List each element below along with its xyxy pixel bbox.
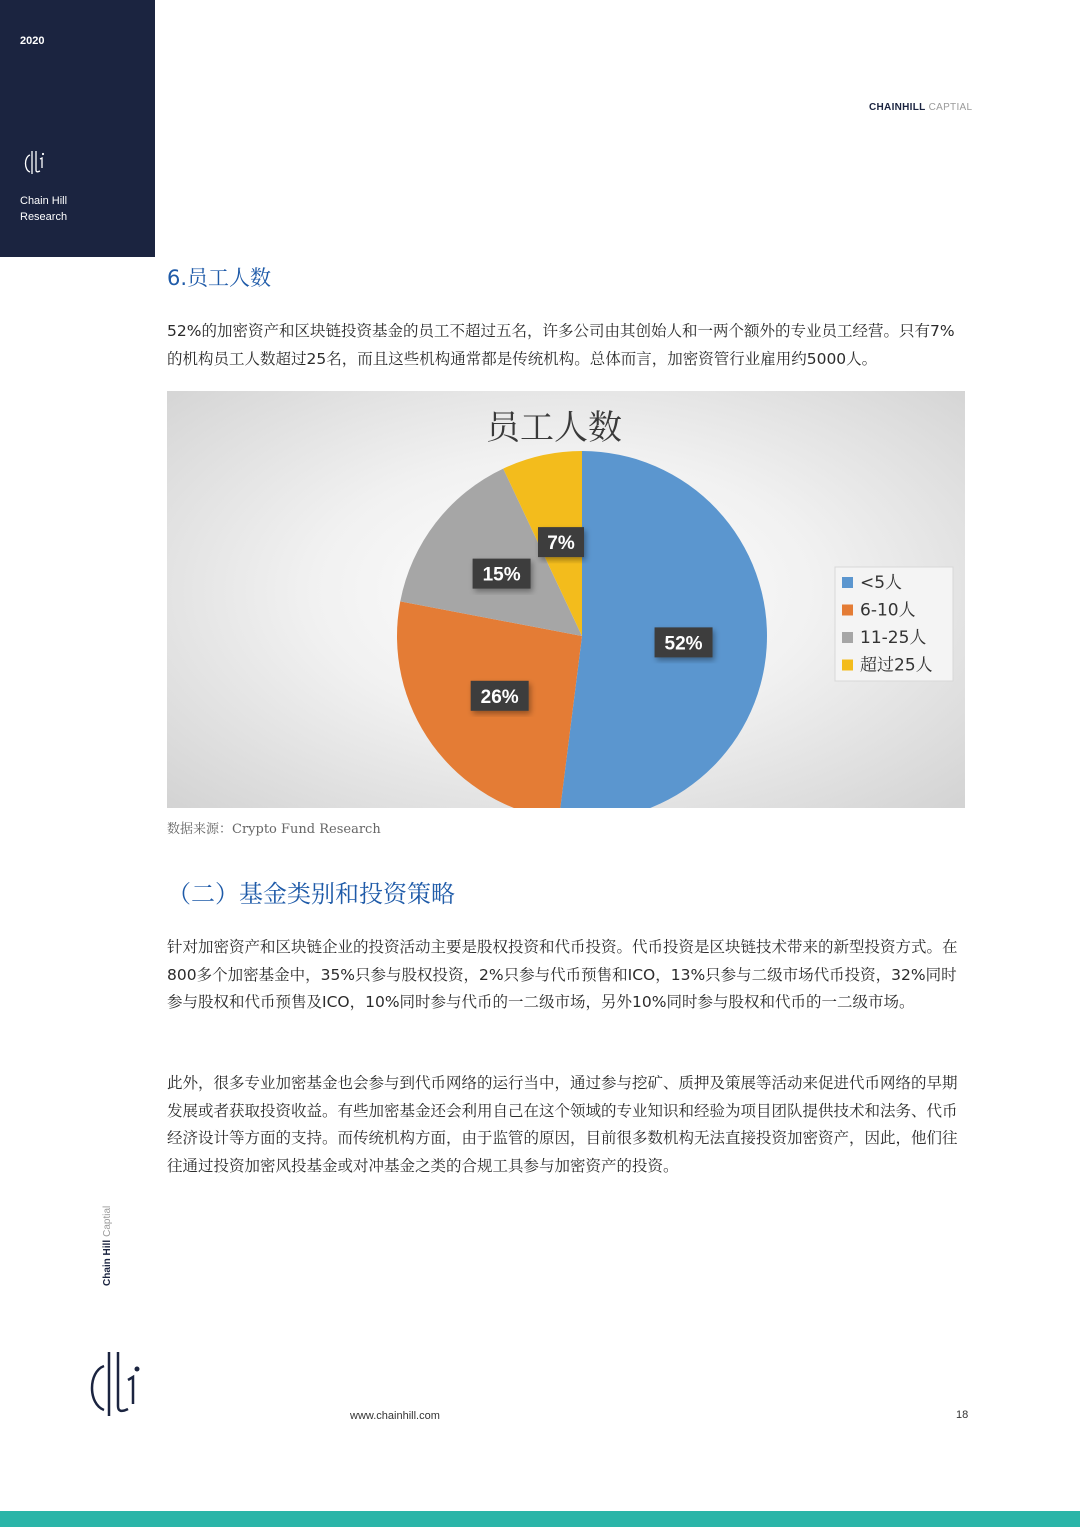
sidebar-name-line2: Research (20, 211, 68, 223)
employee-pie-chart (167, 391, 965, 808)
pie-data-label-text-0: 52% (664, 633, 703, 655)
page-number: 18 (956, 1409, 969, 1421)
chart-legend (835, 567, 953, 681)
pie-data-label-text-2: 15% (482, 564, 521, 586)
pie-data-label-2 (473, 559, 531, 589)
sidebar-name-line1: Chain Hill (20, 195, 68, 207)
section2-paragraph1: 针对加密资产和区块链企业的投资活动主要是股权投资和代币投资。代币投资是区块链技术带来的新型投资方式。在800多个加密基金中，35%只参与股权投资，2%只参与代币预售和ICO，13%只参与二级市场代币投资，32%同时参与股权和代币预售及ICO，10%同时参与代币的一二级市场，另外10%同时参与股权和代币的一二级市场。 (167, 938, 958, 1011)
footer-url[interactable]: www.chainhill.com (350, 1410, 440, 1422)
pie-data-label-3 (538, 527, 584, 557)
pie-chart-svg (167, 391, 965, 808)
sidebar-year: 2020 (20, 35, 45, 47)
sidebar-name (20, 193, 67, 225)
chain-hill-footer-logo-icon (80, 1348, 150, 1420)
chart-title: 员工人数 (486, 408, 622, 448)
pie-data-label-text-3: 7% (547, 533, 575, 555)
vertical-brand-bold: Chain Hill (102, 1239, 113, 1286)
header-brand-bold: CHAINHILL (869, 102, 926, 113)
section1-paragraph: 52%的加密资产和区块链投资基金的员工不超过五名，许多公司由其创始人和一两个额外的专业员工经营。只有7%的机构员工人数超过25名，而且这些机构通常都是传统机构。总体而言，加密资管行业雇用约5000人。 (167, 322, 955, 368)
legend-swatch-0 (842, 577, 853, 588)
legend-swatch-3 (842, 660, 853, 671)
pie-data-label-1 (471, 681, 529, 711)
sidebar-block (0, 0, 155, 257)
section2-title: （二）基金类别和投资策略 (167, 880, 455, 908)
pie-data-label-0 (655, 627, 713, 657)
header-brand-light: CAPTIAL (928, 102, 973, 113)
bottom-accent-bar (0, 1511, 1080, 1527)
section2-paragraph2: 此外，很多专业加密基金也会参与到代币网络的运行当中，通过参与挖矿、质押及策展等活动来促进代币网络的早期发展或者获取投资收益。有些加密基金还会利用自己在这个领域的专业知识和经验为项目团队提供技术和法务、代币经济设计等方面的支持。而传统机构方面，由于监管的原因，目前很多数机构无法直接投资加密资产，因此，他们往往通过投资加密风投基金或对冲基金之类的合规工具参与加密资产的投资。 (167, 1074, 958, 1175)
header-brand (869, 102, 972, 113)
legend-label-3: 超过25人 (860, 655, 933, 676)
legend-swatch-2 (842, 632, 853, 643)
legend-swatch-1 (842, 605, 853, 616)
pie-data-label-text-1: 26% (480, 686, 519, 708)
vertical-brand (102, 1206, 113, 1286)
section1-title: 6.员工人数 (167, 266, 272, 290)
legend-label-0: <5人 (860, 573, 903, 593)
vertical-brand-light: Captial (102, 1205, 113, 1237)
legend-label-2: 11-25人 (860, 628, 927, 648)
legend-label-1: 6-10人 (860, 600, 916, 621)
data-source: 数据来源：Crypto Fund Research (167, 822, 381, 837)
chain-hill-logo-icon (20, 148, 50, 178)
